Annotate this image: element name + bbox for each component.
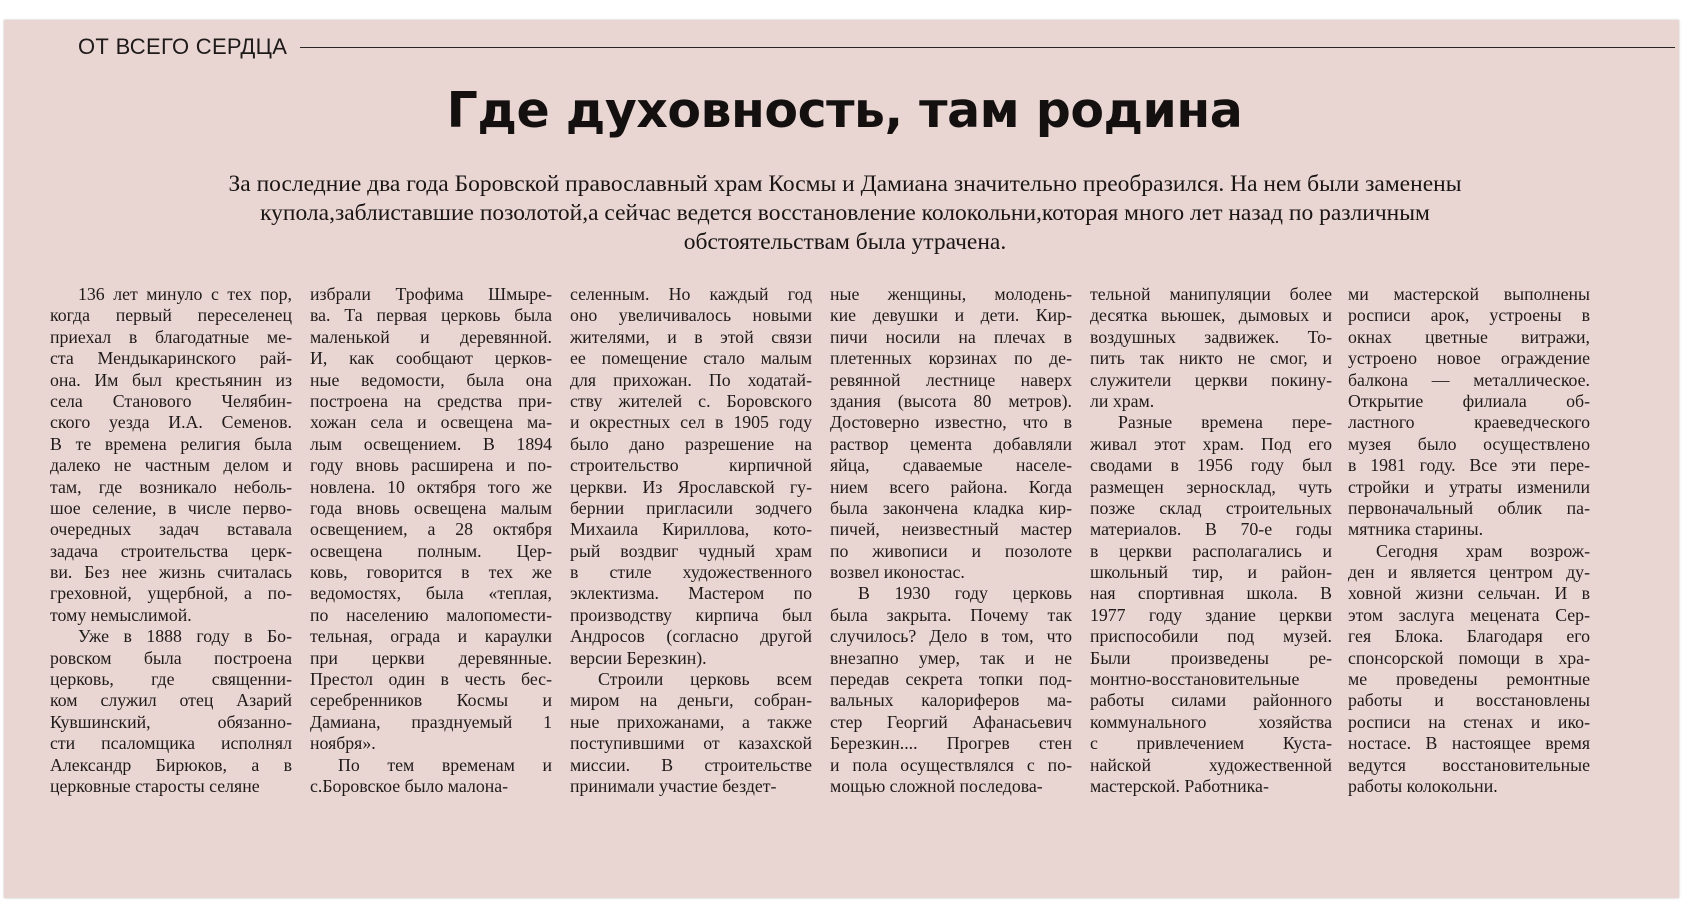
article-text-line: тому немыслимой. — [50, 604, 192, 625]
article-text-line: поступившими от казахской — [570, 733, 812, 754]
article-text-line: оно увеличивалось новыми — [570, 305, 812, 326]
article-column — [570, 284, 812, 797]
section-rubric: ОТ ВСЕГО СЕРДЦА — [78, 34, 288, 59]
article-text-line: ноября». — [310, 733, 376, 754]
article-text-line: ее помещение стало малым — [570, 348, 812, 369]
article-text-line: эклектизма. Мастером по — [570, 583, 812, 604]
article-text-line: Уже в 1888 году в Бо- — [78, 626, 292, 647]
article-text-line: ва. Та первая церковь была — [310, 305, 552, 326]
article-text-line: возвел иконостас. — [830, 562, 965, 583]
article-column — [1348, 284, 1590, 797]
article-text-line: году вновь расширена и по- — [310, 455, 552, 476]
article-text-line: школьный тир, и район- — [1090, 562, 1332, 583]
article-text-line: бернии пригласили зодчего — [570, 497, 812, 518]
article-text-line: работы колокольни. — [1348, 775, 1498, 796]
article-text-line: здания (высота 80 метров). — [830, 390, 1072, 411]
article-text-line: и окрестных сел в 1905 году — [570, 412, 812, 433]
article-text-line: размещен зерносклад, чуть — [1090, 476, 1332, 497]
article-text-line: ского уезда И.А. Семенов. — [50, 412, 292, 433]
article-text-line: стер Георгий Афанасьевич — [830, 711, 1072, 732]
article-text-line: раствор цемента добавляли — [830, 433, 1072, 454]
article-text-line: Александр Бирюков, а в — [50, 754, 292, 775]
article-text-line: В те времена религия была — [50, 433, 292, 454]
article-text-line: миром на деньги, собран- — [570, 690, 812, 711]
article-text-line: греховной, ущербной, а по- — [50, 583, 292, 604]
article-text-line: окнах цветные витражи, — [1348, 326, 1590, 347]
article-text-line: производству кирпича был — [570, 604, 812, 625]
article-text-line: музея было осуществлено — [1348, 433, 1590, 454]
article-text-line: хожан села и освещена ма- — [310, 412, 552, 433]
article-text-line: ми мастерской выполнены — [1348, 284, 1590, 304]
article-column — [310, 284, 552, 797]
article-text-line: ные женщины, молодень- — [830, 284, 1072, 304]
article-text-line: тельной манипуляции более — [1090, 284, 1332, 304]
article-text-line: было дано разрешение на — [570, 433, 812, 454]
article-text-line: она. Им был крестьянин из — [50, 369, 292, 390]
article-text-line: росписи арок, устроены в — [1348, 305, 1590, 326]
article-text-line: яйца, сдаваемые населе- — [830, 455, 1072, 476]
article-text-line: пичи носили на плечах в — [830, 326, 1072, 347]
article-text-line: пить так никто не смог, и — [1090, 348, 1332, 369]
article-text-line: Березкин.... Прогрев стен — [830, 733, 1072, 754]
article-text-line: передав секрета топки под- — [830, 669, 1072, 690]
article-text-line: 136 лет минуло с тех пор, — [78, 284, 292, 304]
article-text-line: ви. Без нее жизнь считалась — [50, 562, 292, 583]
article-text-line: ли храм. — [1090, 390, 1155, 411]
article-text-line: маленькой и деревянной. — [310, 326, 552, 347]
article-text-line: с.Боровское было малона- — [310, 775, 509, 796]
article-text-line: Достоверно известно, что в — [830, 412, 1072, 433]
article-text-line: Кувшинский, обязанно- — [50, 711, 292, 732]
article-text-line: коммунального хозяйства — [1090, 711, 1332, 732]
article-text-line: ровском была построена — [50, 647, 292, 668]
article-text-line: рый воздвиг чудный храм — [570, 540, 812, 561]
article-text-line: лым освещением. В 1894 — [310, 433, 552, 454]
article-text-line: церковь, где священни- — [50, 669, 292, 690]
lead-line: купола,заблиставшие позолотой,а сейчас ведется восстановление колокольни,которая много лет назад по различным — [260, 200, 1430, 226]
article-headline: Где духовность, там родина — [446, 82, 1243, 139]
article-text-line: ведомостях, была «теплая, — [310, 583, 552, 604]
article-text-line: балкона — металлическое. — [1348, 369, 1590, 390]
article-text-line: В 1930 году церковь — [858, 583, 1072, 604]
article-text-line: в церкви располагались и — [1090, 540, 1332, 561]
article-text-line: очередных задач вставала — [50, 519, 292, 540]
article-text-line: принимали участие бездет- — [570, 775, 777, 796]
article-text-line: позже склад строительных — [1090, 497, 1332, 518]
article-text-line: кие девушки и дети. Кир- — [830, 305, 1072, 326]
article-text-line: материалов. В 70-е годы — [1090, 519, 1332, 540]
article-text-line: села Станового Челябин- — [50, 390, 292, 411]
article-text-line: ностасе. В настоящее время — [1348, 733, 1590, 754]
article-text-line: мятника старины. — [1348, 519, 1484, 540]
article-text-line: найской художественной — [1090, 754, 1332, 775]
article-text-line: гея Блока. Благодаря его — [1348, 626, 1590, 647]
article-text-line: И, как сообщают церков- — [310, 348, 552, 369]
article-column — [50, 284, 292, 797]
article-text-line: далеко не частным делом и — [50, 455, 292, 476]
lead-line: обстоятельствам была утрачена. — [683, 229, 1007, 255]
article-text-line: по населению малопомести- — [310, 604, 552, 625]
article-text-line: Престол один в честь бес- — [310, 669, 552, 690]
article-text-line: тельная, ограда и караулки — [310, 626, 552, 647]
article-text-line: Михаила Кириллова, кото- — [570, 519, 812, 540]
article-text-line: ластного краеведческого — [1348, 412, 1590, 433]
article-text-line: при церкви деревянные. — [310, 647, 552, 668]
article-text-line: строительство кирпичной — [570, 455, 812, 476]
article-column — [1090, 284, 1332, 797]
article-text-line: сти псаломщика исполнял — [50, 733, 292, 754]
article-text-line: там, где возникало неболь- — [50, 476, 292, 497]
article-text-line: ме проведены ремонтные — [1348, 669, 1590, 690]
article-text-line: нием всего района. Когда — [830, 476, 1072, 497]
article-text-line: освещена полным. Цер- — [310, 540, 552, 561]
article-text-line: для прихожан. По ходатай- — [570, 369, 812, 390]
article-text-line: работы силами районного — [1090, 690, 1332, 711]
lead-line: За последние два года Боровской православный храм Космы и Дамиана значительно преобразился. На нем были заменены — [228, 171, 1462, 197]
rubric-rule — [300, 47, 1675, 48]
article-text-line: стройки и утраты изменили — [1348, 476, 1590, 497]
article-text-line: внезапно умер, так и не — [830, 647, 1072, 668]
article-text-line: по живописи и позолоте — [830, 540, 1072, 561]
article-text-line: новлена. 10 октября того же — [310, 476, 552, 497]
article-text-line: случилось? Дело в том, что — [830, 626, 1072, 647]
article-text-line: Строили церковь всем — [598, 669, 812, 690]
article-text-line: ные прихожанами, а также — [570, 711, 812, 732]
article-text-line: Разные времена пере- — [1118, 412, 1332, 433]
article-text-line: десятка вьюшек, дымовых и — [1090, 305, 1332, 326]
article-text-line: пичей, неизвестный мастер — [830, 519, 1072, 540]
article-text-line: ведутся восстановительные — [1348, 754, 1590, 775]
article-text-line: в стиле художественного — [570, 562, 812, 583]
article-text-line: мощью сложной последова- — [830, 775, 1043, 796]
article-text-line: Дамиана, празднуемый 1 — [310, 711, 552, 732]
article-text-line: ста Мендыкаринского рай- — [50, 348, 292, 369]
article-text-line: была закрыта. Почему так — [830, 604, 1072, 625]
article-text-line: ден и является центром ду- — [1348, 562, 1590, 583]
article-text-line: 1977 году здание церкви — [1090, 604, 1332, 625]
article-text-line: когда первый переселенец — [50, 305, 292, 326]
article-text-line: миссии. В строительстве — [570, 754, 812, 775]
article-text-line: ховной жизни сельчан. И в — [1348, 583, 1590, 604]
article-text-line: работы и восстановлены — [1348, 690, 1590, 711]
article-text-line: Были произведены ре- — [1090, 647, 1332, 668]
article-text-line: ком служил отец Азарий — [50, 690, 292, 711]
article-lead — [40, 170, 1650, 257]
article-text-line: По тем временам и — [338, 754, 552, 775]
article-text-line: плетенных корзинах по де- — [830, 348, 1072, 369]
article-text-line: монтно-восстановительные — [1090, 669, 1300, 690]
article-text-line: живал этот храм. Под его — [1090, 433, 1332, 454]
article-text-line: вальных калориферов ма- — [830, 690, 1072, 711]
article-text-line: жителями, и в этой связи — [570, 326, 812, 347]
article-text-line: построена на средства при- — [310, 390, 552, 411]
article-text-line: церкви. Из Ярославской гу- — [570, 476, 812, 497]
article-text-line: Открытие филиала об- — [1348, 390, 1590, 411]
article-text-line: ная спортивная школа. В — [1090, 583, 1332, 604]
article-text-line: первоначальный облик па- — [1348, 497, 1590, 518]
article-text-line: в 1981 году. Все эти пере- — [1348, 455, 1590, 476]
article-column — [830, 284, 1072, 797]
article-text-line: росписи на стенах и ико- — [1348, 711, 1590, 732]
article-text-line: церковные старосты селяне — [50, 775, 260, 796]
article-text-line: ные ведомости, была она — [310, 369, 552, 390]
article-text-line: Сегодня храм возрож- — [1376, 540, 1590, 561]
article-text-line: этом заслуга мецената Сер- — [1348, 604, 1590, 625]
article-text-line: мастерской. Работника- — [1090, 775, 1269, 796]
article-text-line: серебренников Космы и — [310, 690, 552, 711]
article-text-line: Андросов (согласно другой — [570, 626, 812, 647]
article-text-line: спонсорской помощи в хра- — [1348, 647, 1590, 668]
article-text-line: приспособили под музей. — [1090, 626, 1332, 647]
article-text-line: ковь, говорится в тех же — [310, 562, 552, 583]
article-text-line: ству жителей с. Боровского — [570, 390, 812, 411]
article-text-line: избрали Трофима Шмыре- — [310, 284, 552, 304]
article-text-line: версии Березкин). — [570, 647, 707, 668]
article-text-line: сводами в 1956 году был — [1090, 455, 1332, 476]
article-text-line: устроено новое ограждение — [1348, 348, 1590, 369]
article-text-line: воздушных задвижек. То- — [1090, 326, 1332, 347]
article-text-line: ревянной лестнице наверх — [830, 369, 1072, 390]
article-text-line: служители церкви покину- — [1090, 369, 1332, 390]
article-text-line: и пола осуществлялся с по- — [830, 754, 1072, 775]
article-text-line: года вновь освещена малым — [310, 497, 552, 518]
article-text-line: селенным. Но каждый год — [570, 284, 812, 304]
article-text-line: была закончена кладка кир- — [830, 497, 1072, 518]
article-text-line: освещением, а 28 октября — [310, 519, 552, 540]
article-text-line: с привлечением Куста- — [1090, 733, 1332, 754]
article-text-line: шое селение, в числе перво- — [50, 497, 292, 518]
article-text-line: задача строительства церк- — [50, 540, 292, 561]
article-text-line: приехал в благодатные ме- — [50, 326, 292, 347]
